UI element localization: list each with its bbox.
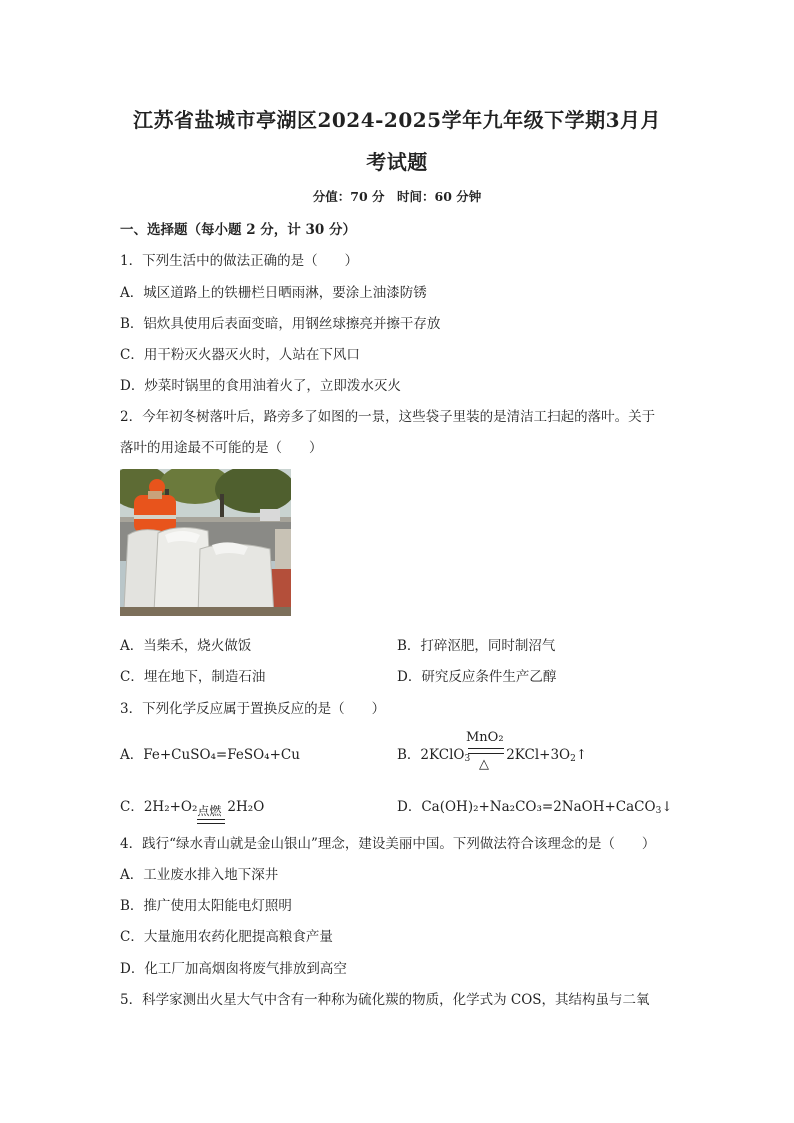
- option-d: D．炒菜时锅里的食用油着火了，立即泼水灭火: [120, 378, 401, 394]
- question-stem: 4．践行“绿水青山就是金山银山”理念，建设美丽中国。下列做法符合该理念的是（ ）: [120, 836, 656, 852]
- option-label: A．: [120, 747, 144, 763]
- option-c: C．埋在地下，制造石油: [120, 669, 266, 685]
- reactant: 2H₂+O₂: [143, 799, 198, 815]
- leaf-bags-photo: [120, 469, 291, 616]
- product: 2H₂O: [227, 799, 265, 815]
- title-line-2: 考试题: [366, 150, 428, 174]
- question-stem-line-2: 落叶的用途最不可能的是（ ）: [120, 440, 323, 456]
- score-time-info: 分值：70 分 时间：60 分钟: [312, 189, 482, 204]
- product: 2KCl+3O: [506, 747, 571, 763]
- section-heading: 一、选择题（每小题 2 分，计 30 分）: [120, 222, 356, 238]
- equals-bar: [468, 748, 504, 754]
- reactant: 2KClO: [420, 747, 465, 763]
- option-d: [397, 795, 673, 816]
- subscript: 3: [655, 806, 662, 816]
- option-b: B．打碎沤肥，同时制沼气: [397, 638, 556, 654]
- question-stem-line-1: 2．今年初冬树落叶后，路旁多了如图的一景，这些袋子里装的是清洁工扫起的落叶。关于: [120, 409, 656, 425]
- subscript: 3: [464, 754, 471, 764]
- question-stem: 5．科学家测出火星大气中含有一种称为硫化羰的物质，化学式为 COS，其结构虽与二氧: [120, 992, 650, 1008]
- option-label: D．: [397, 799, 422, 815]
- option-a: A．当柴禾，烧火做饭: [120, 638, 252, 654]
- option-b: B．推广使用太阳能电灯照明: [120, 898, 292, 914]
- equals-bar: [197, 819, 225, 824]
- precipitate-arrow: ↓: [661, 799, 673, 815]
- option-a: [120, 743, 300, 763]
- option-d: D．化工厂加高烟囱将废气排放到高空: [120, 961, 347, 977]
- option-label: C．: [120, 799, 144, 815]
- catalyst-label: MnO₂: [466, 730, 504, 745]
- ignition-condition: 点燃: [197, 804, 222, 818]
- question-stem: 3．下列化学反应属于置换反应的是（ ）: [120, 701, 386, 717]
- equation: Fe+CuSO₄=FeSO₄+Cu: [143, 747, 300, 763]
- option-a: A．工业废水排入地下深井: [120, 867, 279, 883]
- heat-condition: △: [479, 757, 489, 772]
- title-line-1: 江苏省盐城市亭湖区2024-2025学年九年级下学期3月月: [132, 108, 662, 132]
- option-label: B．: [397, 747, 421, 763]
- option-c: [120, 795, 265, 818]
- question-stem: 1．下列生活中的做法正确的是（ ）: [120, 253, 359, 269]
- option-c: C．大量施用农药化肥提高粮食产量: [120, 929, 333, 945]
- option-a: A．城区道路上的铁栅栏日晒雨淋，要涂上油漆防锈: [120, 285, 427, 301]
- option-b: B．铝炊具使用后表面变暗，用钢丝球擦亮并擦干存放: [120, 316, 441, 332]
- subscript: 2: [570, 754, 576, 764]
- option-c: C．用干粉灭火器灭火时，人站在下风口: [120, 347, 360, 363]
- gas-arrow: ↑: [575, 747, 588, 763]
- option-d: D．研究反应条件生产乙醇: [397, 669, 557, 685]
- equation: Ca(OH)₂+Na₂CO₃=2NaOH+CaCO: [421, 799, 656, 815]
